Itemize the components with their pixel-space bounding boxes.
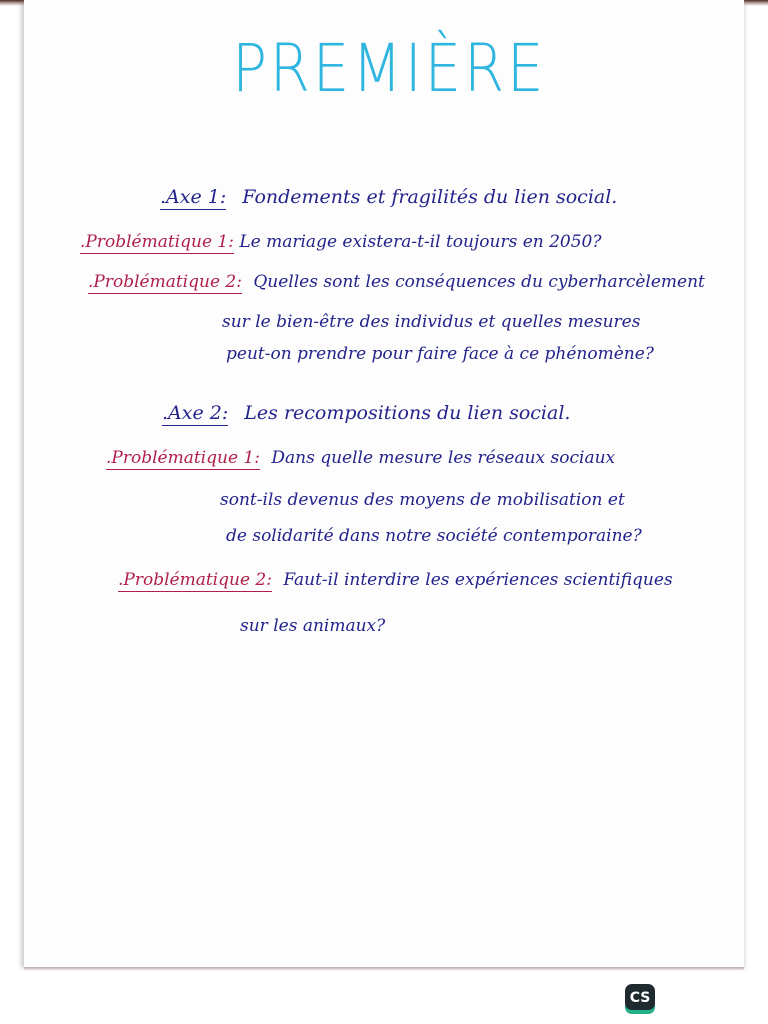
axe-1-text: Fondements et fragilités du lien social.: [242, 186, 618, 208]
axe-1-p1-label: .Problématique 1:: [80, 232, 234, 252]
axe-2-p2-line: Faut-il interdire les expériences scientifiques: [283, 570, 673, 590]
axe-1-label: .Axe 1:: [160, 186, 227, 208]
axe-2-text: Les recompositions du lien social.: [244, 402, 571, 424]
axe-1-p2-line: Quelles sont les conséquences du cyberharcèlement: [253, 272, 705, 292]
axe-2-p2-label: .Problématique 2:: [118, 570, 272, 590]
axe-1-p1-line: Le mariage existera-t-il toujours en 2050?: [239, 232, 602, 252]
axe-1-p2-line: peut-on prendre pour faire face à ce phénomène?: [226, 344, 654, 364]
axe-1-heading: [160, 186, 617, 208]
axe-1-problematique-2: [88, 272, 705, 292]
page-bottom-edge: [24, 967, 744, 970]
axe-2-p1-line: sont-ils devenus des moyens de mobilisation et: [220, 490, 625, 510]
axe-2-p1-label: .Problématique 1:: [106, 448, 260, 468]
axe-2-problematique-1: [106, 448, 615, 468]
axe-2-label: .Axe 2:: [162, 402, 229, 424]
axe-1-p2-line: sur le bien-être des individus et quelles mesures: [222, 312, 641, 332]
axe-2-p1-line: Dans quelle mesure les réseaux sociaux: [271, 448, 616, 468]
axe-1-p2-label: .Problématique 2:: [88, 272, 242, 292]
camscanner-logo-icon: CS: [625, 984, 655, 1014]
axe-1-problematique-1: [80, 232, 602, 252]
axe-2-p2-line: sur les animaux?: [240, 616, 386, 636]
axe-2-problematique-2: [118, 570, 673, 590]
axe-2-heading: [162, 402, 570, 424]
page-title: PREMIÈRE: [232, 30, 547, 107]
paper-sheet: [24, 0, 744, 968]
axe-2-p1-line: de solidarité dans notre société contemporaine?: [226, 526, 642, 546]
